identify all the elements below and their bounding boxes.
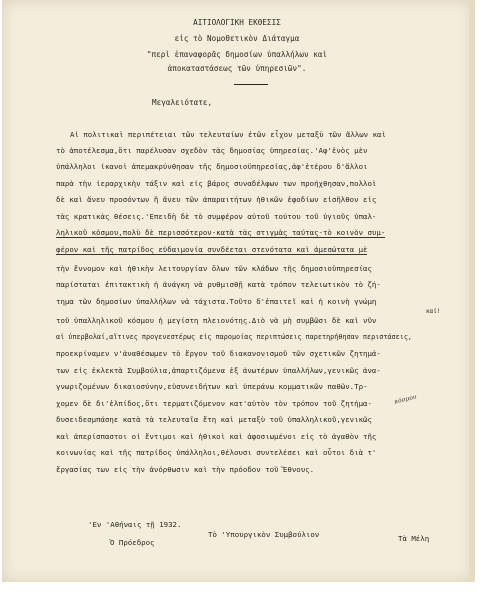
body-line: παρὰ τὴν ἱεραρχικὴν τάξιν καὶ εἰς βάρος συναδέλφων των προήχθησαν,πολλοὶ [56, 179, 377, 188]
body-line: κοινωνίας καὶ τῆς πατρίδος ὑπάλληλοι,θέλουσι συντελέσει καὶ οὗτοι διὰ τ' [56, 448, 377, 457]
body-line: δυσειδεσμπάσηε κατὰ τὰ τελευταῖα ἔτη καὶ μεταξὺ τοῦ ὑπαλληλικοῦ,γενικῶς [56, 415, 372, 424]
body-line: παρίσταται ἐπιτακτικὴ ἡ ἀνάγκη νὰ ρυθμισθῇ κατὰ τρόπον τελειωτικὸν τὸ ζή- [56, 280, 381, 289]
cabinet-label: Τὸ 'Υπουργικὸν Συμβούλιον [208, 530, 320, 539]
place-and-date: 'Εν 'Αθήναις τῇ 1932. [88, 520, 182, 529]
document-subtitle-line-2: "περὶ ἐπαναφορᾶς δημοσίων ὑπαλλήλων καὶ [146, 50, 328, 59]
handwritten-insertion: κόσμου [393, 393, 418, 406]
body-line: ἔργασίας των εἰς τὴν ἀνόρθωσιν καὶ τὴν πρόοδον τοῦ Ἔθνους. [56, 465, 315, 474]
body-line-underlined: ληλικοῦ κόσμου,πολὺ δὲ περισσότερον-κατὰ τὰς στιγμὰς ταύτας-τὸ κοινὸν συμ- [56, 228, 386, 237]
body-line: των εἰς ἐκλεκτὰ Συμβούλια,ἀπαρτιζόμενα ἐξ ἀνωτέρων ὑπαλλήλων,γενικῶς ἀνα- [56, 366, 381, 375]
document-page [2, 0, 472, 582]
body-line-underlined: φέρον καὶ τῆς πατρίδος εὐδαιμονία συνδέεται στενότατα καὶ ἀμεσώτατα μὲ [56, 245, 368, 254]
body-line: γνωριζομένων δικαιοσύνην,εὐσυνειδήτων καὶ ὑπεράνω κομματικῶν παθῶν.Τρ- [56, 382, 368, 391]
body-line: Αἱ πολιτικαὶ περιπέτειαι τῶν τελευταίων ἐτῶν εἶχον μεταξὺ τῶν ἄλλων καὶ [70, 130, 386, 139]
body-line: δὲ καὶ ἄνευ προσόντων ἢ ἄνευ τῶν ἀπαραιτήτων ἠθικῶν ἐφοδίων εἰσῆλθον εἰς [56, 195, 377, 204]
body-line: ὑπάλληλοι ἱκανοὶ ἀπεμακρύνθησαν τῆς δημοσιοϋπηρεσίας,ἀφ'ἑτέρου δ'ἄλλοι [56, 162, 368, 171]
body-line: χομεν δὲ δι'ἐλπίδος,ὅτι τερματιζόμενον κατ'αὐτὸν τὸν τρόπον τοῦ ζητήμα- [56, 399, 372, 408]
body-line: τὴν ἔννομον καὶ ἠθικὴν λειτουργίαν ὅλων τῶν κλάδων τῆς δημοσιοϋπηρεσίας [56, 264, 372, 273]
members-signature-label: Τὰ Μέλη [398, 534, 430, 543]
body-line: τὰς κρατικὰς θέσεις.'Επειδὴ δὲ τὸ συμφέρον αὐτοῦ τούτου τοῦ ὑγιοῦς ὑπαλ- [56, 212, 377, 221]
document-subtitle-line-3: ἀποκαταστάσεως τῶν ὑπηρεσιῶν". [167, 64, 307, 73]
document-subtitle-line-1: εἰς τὸ Νομοθετικὸν Διάταγμα [174, 34, 300, 43]
body-line: καὶ ἀπερίσπαστοι οἱ ἔντιμοι καὶ ἠθικοὶ καὶ ἀφοσιωμένοι εἰς τὸ ἀγαθὸν τῆς [56, 432, 377, 441]
salutation: Μεγαλειότατε, [152, 98, 213, 107]
body-line: τοῦ ὑπαλληλικοῦ κόσμου ἡ μεγίστη πλειονότης.Διὸ νὰ μὴ συμβῶσι δὲ καὶ νῦν [56, 316, 377, 325]
document-title: ΑΙΤΙΟΛΟΓΙΚΗ ΕΚΘΕΣΙΣ [193, 18, 281, 27]
body-line: τημα τῶν δημοσίων ὑπαλλήλων νὰ τάχιστα.Τοῦτο δ'ἐπαιτεῖ καὶ ἡ κοινὴ γνώμη [56, 297, 377, 306]
body-line: αἱ ὑπερβολαί,αἵτινες προγενεστέρως εἰς παρομοίας περιπτώσεις παρετηρήθησαν περιστάσεις, [56, 333, 413, 341]
body-line: προεκρίναμεν ν'ἀναθέσωμεν τὸ ἔργον τοῦ διακανονισμοῦ τῶν σχετικῶν ζητημά- [56, 349, 381, 358]
body-line-insertion: καί! [426, 308, 441, 315]
president-signature-label: Ὁ Πρόεδρος [110, 538, 155, 547]
title-separator-rule [234, 84, 268, 85]
body-line: τὸ ἀποτέλεσμα,ὅτι παρέλυσαν σχεδὸν τὰς δημοσίας ὑπηρεσίας.'Αφ'ἑνὸς μὲν [56, 146, 368, 155]
